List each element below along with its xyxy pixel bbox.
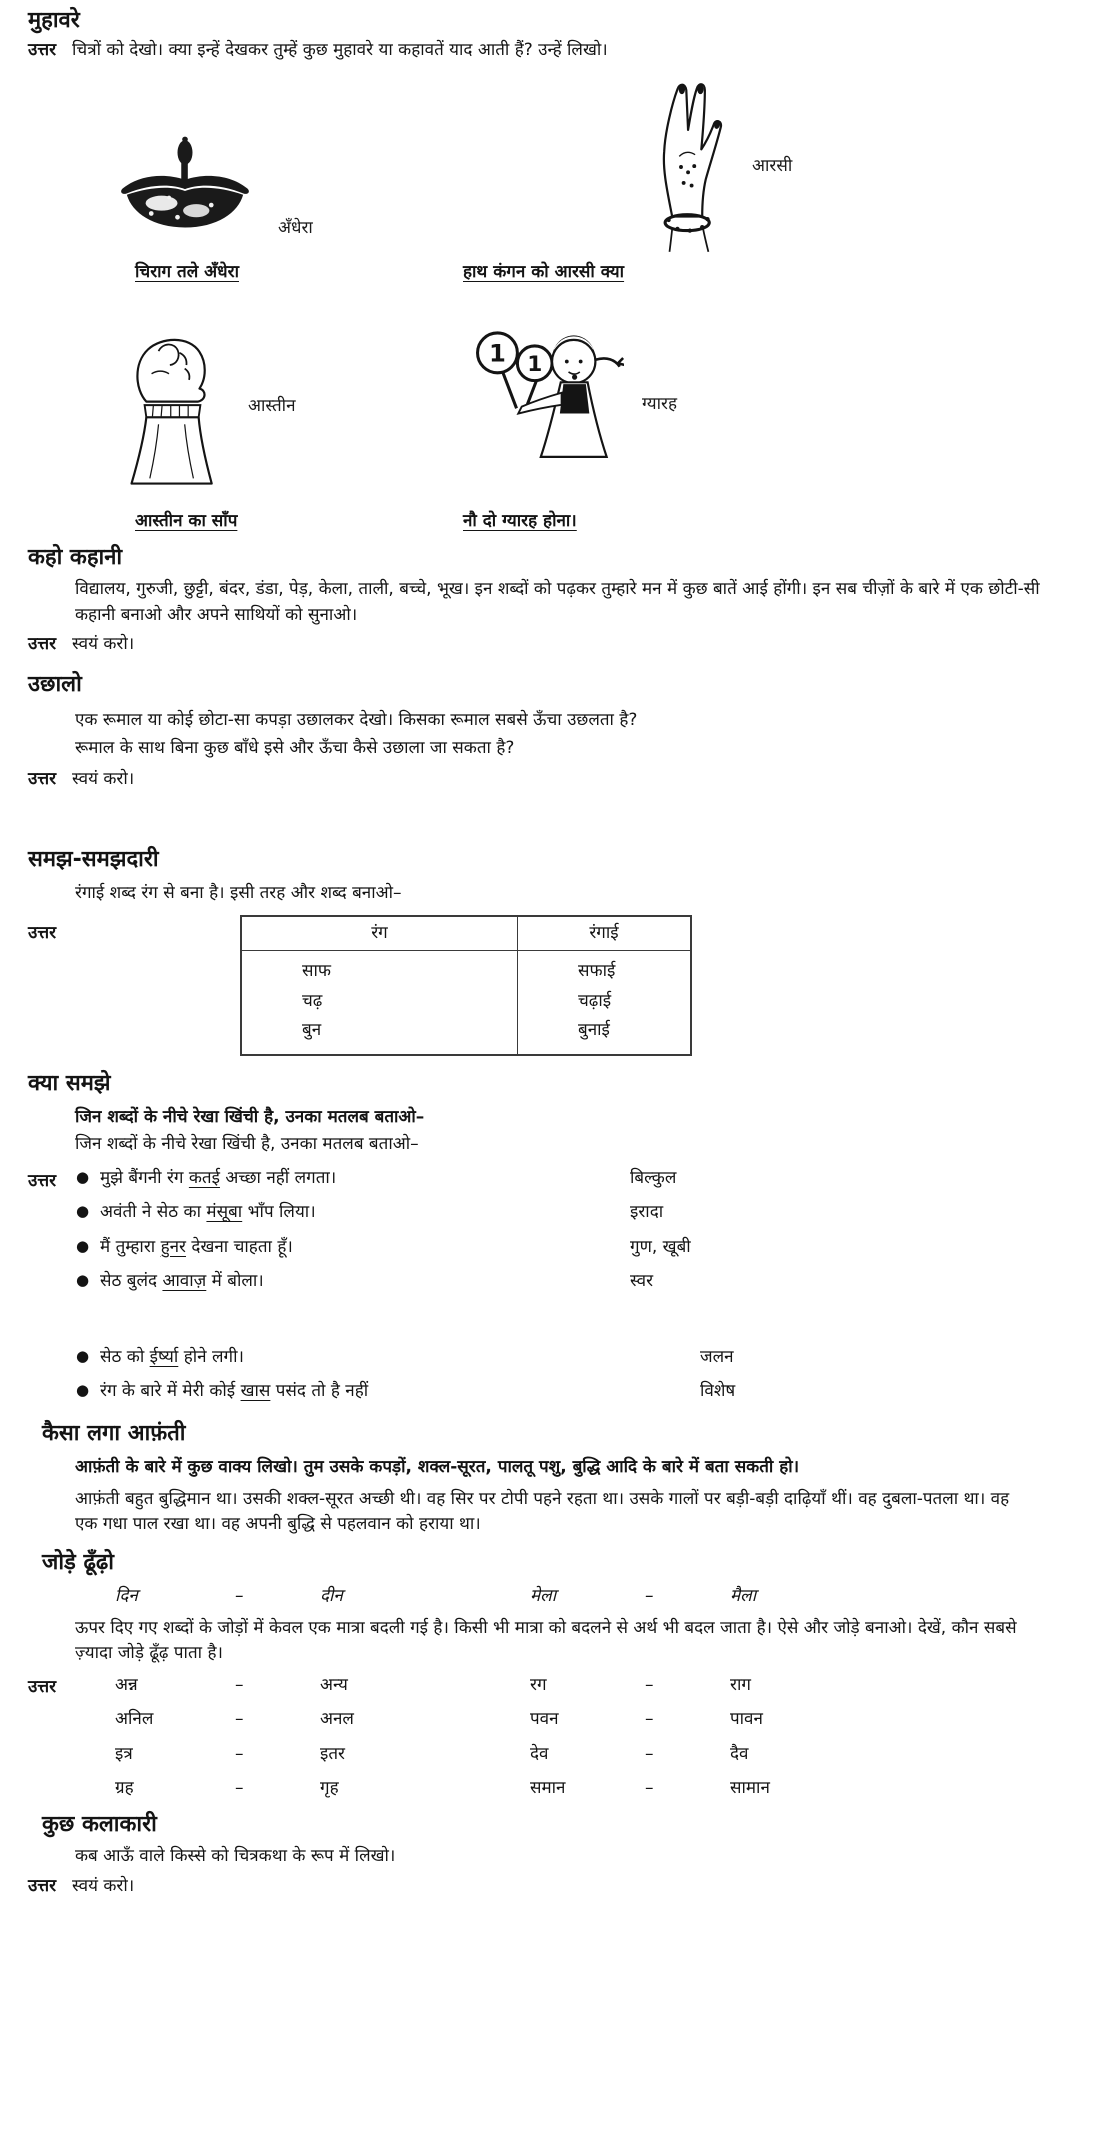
pair-word: राग bbox=[730, 1674, 751, 1695]
bullet-icon: ● bbox=[76, 1202, 90, 1221]
dash: – bbox=[645, 1743, 654, 1764]
table-header-rangai: रंगाई bbox=[518, 916, 692, 951]
pair-word: दिन bbox=[115, 1586, 138, 1607]
table-row: साफ सफाई bbox=[241, 951, 691, 987]
section-jode-dhundho bbox=[28, 1550, 1054, 1802]
muhavare-intro-row bbox=[28, 38, 1054, 64]
pair-word: रग bbox=[530, 1674, 547, 1695]
word-formation-table bbox=[240, 915, 692, 1056]
henna-hand-illustration bbox=[628, 78, 734, 256]
page-title: मुहावरे bbox=[28, 8, 80, 33]
pair-word: मैला bbox=[730, 1586, 757, 1607]
dash: – bbox=[645, 1709, 654, 1730]
pair-word: इत्र bbox=[115, 1743, 133, 1764]
table-row: चढ़ चढ़ाई bbox=[241, 987, 691, 1017]
bullet-icon: ● bbox=[76, 1271, 90, 1290]
answer-text: स्वयं करो। bbox=[72, 634, 135, 655]
kaho-kahani-answer-row bbox=[28, 632, 1054, 658]
answer-label: उत्तर bbox=[28, 40, 57, 61]
kalakari-heading: कुछ कलाकारी bbox=[42, 1811, 157, 1837]
girl-with-paddles-illustration bbox=[468, 323, 624, 485]
answer-text: स्वयं करो। bbox=[72, 769, 135, 790]
kaho-kahani-body: विद्यालय, गुरुजी, छुट्टी, बंदर, डंडा, पेड़, केला, ताली, बच्चे, भूख। इन शब्दों को पढ़कर तुम्हारे मन में कुछ बातें आई होंगी। इन सब चीज़ों के बारे में एक छोटी-सी कहानी बनाओ और अपने साथियों को सुनाओ। bbox=[75, 579, 1040, 625]
dash: – bbox=[235, 1778, 244, 1799]
table-header-row bbox=[241, 916, 691, 951]
aafanti-question: आफ़ंती के बारे में कुछ वाक्य लिखो। तुम उसके कपड़ों, शक्ल-सूरत, पालतू पशु, बुद्धि आदि के बारे में बता सकती हो। bbox=[75, 1457, 800, 1478]
figure-caption-nau-do-gyarah: नौ दो ग्यारह होना। bbox=[463, 511, 577, 532]
answer-label: उत्तर bbox=[28, 634, 57, 655]
vocab-group-1 bbox=[28, 1166, 1054, 1295]
section-kaho-kahani bbox=[28, 545, 1054, 658]
vocab-group-2 bbox=[28, 1345, 1054, 1405]
section-samajh-samajhdari bbox=[28, 847, 1054, 1065]
section-kuchh-kalakari bbox=[28, 1812, 1054, 1899]
pair-word: अनल bbox=[320, 1709, 354, 1730]
vocab-item: ● सेठ को ईर्ष्या होने लगी। जलन bbox=[28, 1345, 1054, 1371]
word-meaning: जलन bbox=[700, 1346, 734, 1367]
dash: – bbox=[235, 1709, 244, 1730]
kya-samjhe-instruction-bold: जिन शब्दों के नीचे रेखा खिंची है, उनका मतलब बताओ– bbox=[75, 1106, 425, 1127]
uchhalo-line2: रूमाल के साथ बिना कुछ बाँधे इसे और ऊँचा कैसे उछाला जा सकता है? bbox=[75, 737, 515, 758]
answer-label: उत्तर bbox=[28, 1875, 57, 1896]
pair-word: देव bbox=[530, 1743, 549, 1764]
vocab-item: ● मुझे बैंगनी रंग कतई अच्छा नहीं लगता। बिल्कुल bbox=[28, 1166, 1054, 1192]
answer-label: उत्तर bbox=[28, 1170, 57, 1191]
word-meaning: स्वर bbox=[630, 1271, 654, 1292]
diya-lamp-illustration bbox=[110, 124, 260, 242]
figure-label-aarsi: आरसी bbox=[752, 156, 793, 177]
dash: – bbox=[645, 1778, 654, 1799]
dash: – bbox=[645, 1674, 654, 1695]
word-meaning: इरादा bbox=[630, 1202, 664, 1223]
section-aafanti bbox=[28, 1421, 1054, 1538]
samajh-table-block bbox=[28, 915, 1054, 1065]
uchhalo-heading: उछालो bbox=[28, 671, 82, 697]
figure-caption-haath-kangan: हाथ कंगन को आरसी क्या bbox=[463, 261, 625, 282]
figure-fist bbox=[28, 285, 428, 535]
pair-word: सामान bbox=[730, 1778, 770, 1799]
figure-label-aasteen: आस्तीन bbox=[248, 395, 296, 416]
pair-word: इतर bbox=[320, 1743, 345, 1764]
kalakari-answer-row bbox=[28, 1874, 1054, 1900]
pair-word: अन्य bbox=[320, 1674, 348, 1695]
paddle-digit: 1 bbox=[489, 338, 506, 368]
kya-samjhe-heading: क्या समझे bbox=[28, 1070, 111, 1096]
figure-hand bbox=[428, 74, 1054, 286]
dash: – bbox=[645, 1586, 654, 1607]
pair-word: पावन bbox=[730, 1709, 763, 1730]
figures-grid bbox=[28, 74, 1054, 535]
aafanti-answer: आफ़ंती बहुत बुद्धिमान था। उसकी शक्ल-सूरत अच्छी थी। वह सिर पर टोपी पहने रहता था। उसके गालों पर बड़ी-बड़ी दाढ़ियाँ थीं। वह दुबला-पतला था। वह एक गधा पाल रखा था। वह अपनी बुद्धि से पहलवान को हराया था। bbox=[75, 1488, 1010, 1535]
vocab-item: ● सेठ बुलंद आवाज़ में बोला। स्वर bbox=[28, 1269, 1054, 1295]
bullet-icon: ● bbox=[76, 1236, 90, 1255]
word-meaning: विशेष bbox=[700, 1381, 736, 1402]
underlined-word: हुनर bbox=[160, 1236, 187, 1257]
jode-answer-block bbox=[28, 1673, 1054, 1802]
section-muhavare bbox=[28, 8, 1054, 535]
pair-word: ग्रह bbox=[115, 1778, 134, 1799]
pair-word: समान bbox=[530, 1778, 566, 1799]
samajh-intro: रंगाई शब्द रंग से बना है। इसी तरह और शब्द बनाओ– bbox=[75, 883, 402, 904]
word-meaning: गुण, खूबी bbox=[630, 1236, 691, 1257]
pair-word: अनिल bbox=[115, 1709, 154, 1730]
kalakari-question: कब आऊँ वाले किस्से को चित्रकथा के रूप में लिखो। bbox=[75, 1846, 396, 1867]
jode-example-row bbox=[28, 1584, 1054, 1610]
pair-word: अन्न bbox=[115, 1674, 138, 1695]
vocab-item: ● अवंती ने सेठ का मंसूबा भाँप लिया। इरादा bbox=[28, 1200, 1054, 1226]
dash: – bbox=[235, 1743, 244, 1764]
section-kya-samjhe bbox=[28, 1071, 1054, 1405]
pair-word: दीन bbox=[320, 1586, 343, 1607]
jode-pairs-grid bbox=[28, 1673, 1054, 1802]
pair-word: दैव bbox=[730, 1743, 749, 1764]
vocab-item: ● रंग के बारे में मेरी कोई खास पसंद तो है नहीं विशेष bbox=[28, 1379, 1054, 1405]
dash: – bbox=[235, 1586, 244, 1607]
underlined-word: कतई bbox=[188, 1167, 220, 1188]
vocab-item: ● मैं तुम्हारा हुनर देखना चाहता हूँ। गुण, खूबी bbox=[28, 1235, 1054, 1261]
bullet-icon: ● bbox=[76, 1381, 90, 1400]
figure-girl bbox=[428, 285, 1054, 535]
aafanti-heading: कैसा लगा आफ़ंती bbox=[42, 1420, 186, 1446]
fist-sleeve-illustration bbox=[108, 323, 230, 489]
figure-caption-chirag: चिराग तले अँधेरा bbox=[135, 261, 239, 282]
answer-label: उत्तर bbox=[28, 769, 57, 790]
answer-label: उत्तर bbox=[28, 922, 57, 943]
uchhalo-line1: एक रूमाल या कोई छोटा-सा कपड़ा उछालकर देखो। किसका रूमाल सबसे ऊँचा उछलता है? bbox=[75, 710, 638, 731]
bullet-icon: ● bbox=[76, 1167, 90, 1186]
underlined-word: ईर्ष्या bbox=[149, 1346, 179, 1367]
figure-label-andhera: अँधेरा bbox=[278, 218, 313, 239]
uchhalo-answer-row bbox=[28, 767, 1054, 793]
answer-text: स्वयं करो। bbox=[72, 1875, 135, 1896]
word-meaning: बिल्कुल bbox=[630, 1167, 677, 1188]
samajh-heading: समझ-समझदारी bbox=[28, 846, 159, 872]
jode-heading: जोड़े ढूँढ़ो bbox=[42, 1549, 114, 1575]
kaho-kahani-heading: कहो कहानी bbox=[28, 544, 123, 570]
bullet-icon: ● bbox=[76, 1346, 90, 1365]
dash: – bbox=[235, 1674, 244, 1695]
underlined-word: खास bbox=[240, 1381, 271, 1402]
section-uchhalo bbox=[28, 672, 1054, 793]
pair-word: पवन bbox=[530, 1709, 559, 1730]
figure-label-gyarah: ग्यारह bbox=[642, 393, 678, 414]
table-row: बुन बुनाई bbox=[241, 1016, 691, 1055]
underlined-word: आवाज़ bbox=[162, 1271, 207, 1292]
figure-caption-aasteen-saanp: आस्तीन का साँप bbox=[135, 511, 238, 532]
muhavare-intro-text: चित्रों को देखो। क्या इन्हें देखकर तुम्हें कुछ मुहावरे या कहावतें याद आती हैं? उन्हें लिखो। bbox=[72, 40, 608, 61]
pair-word: गृह bbox=[320, 1778, 339, 1799]
paddle-digit: 1 bbox=[527, 352, 543, 378]
underlined-word: मंसूबा bbox=[206, 1202, 243, 1223]
figure-diya bbox=[28, 74, 428, 286]
jode-body: ऊपर दिए गए शब्दों के जोड़ों में केवल एक मात्रा बदली गई है। किसी भी मात्रा को बदलने से अर्थ भी बदल जाता है। ऐसे और जोड़े बनाओ। देखें, कौन सबसे ज़्यादा जोड़े ढूँढ़ पाता है। bbox=[75, 1617, 1017, 1664]
pair-word: मेला bbox=[530, 1586, 557, 1607]
table-header-rang: रंग bbox=[241, 916, 518, 951]
answer-label: उत्तर bbox=[28, 1676, 57, 1697]
kya-samjhe-instruction: जिन शब्दों के नीचे रेखा खिंची है, उनका मतलब बताओ– bbox=[75, 1134, 419, 1155]
